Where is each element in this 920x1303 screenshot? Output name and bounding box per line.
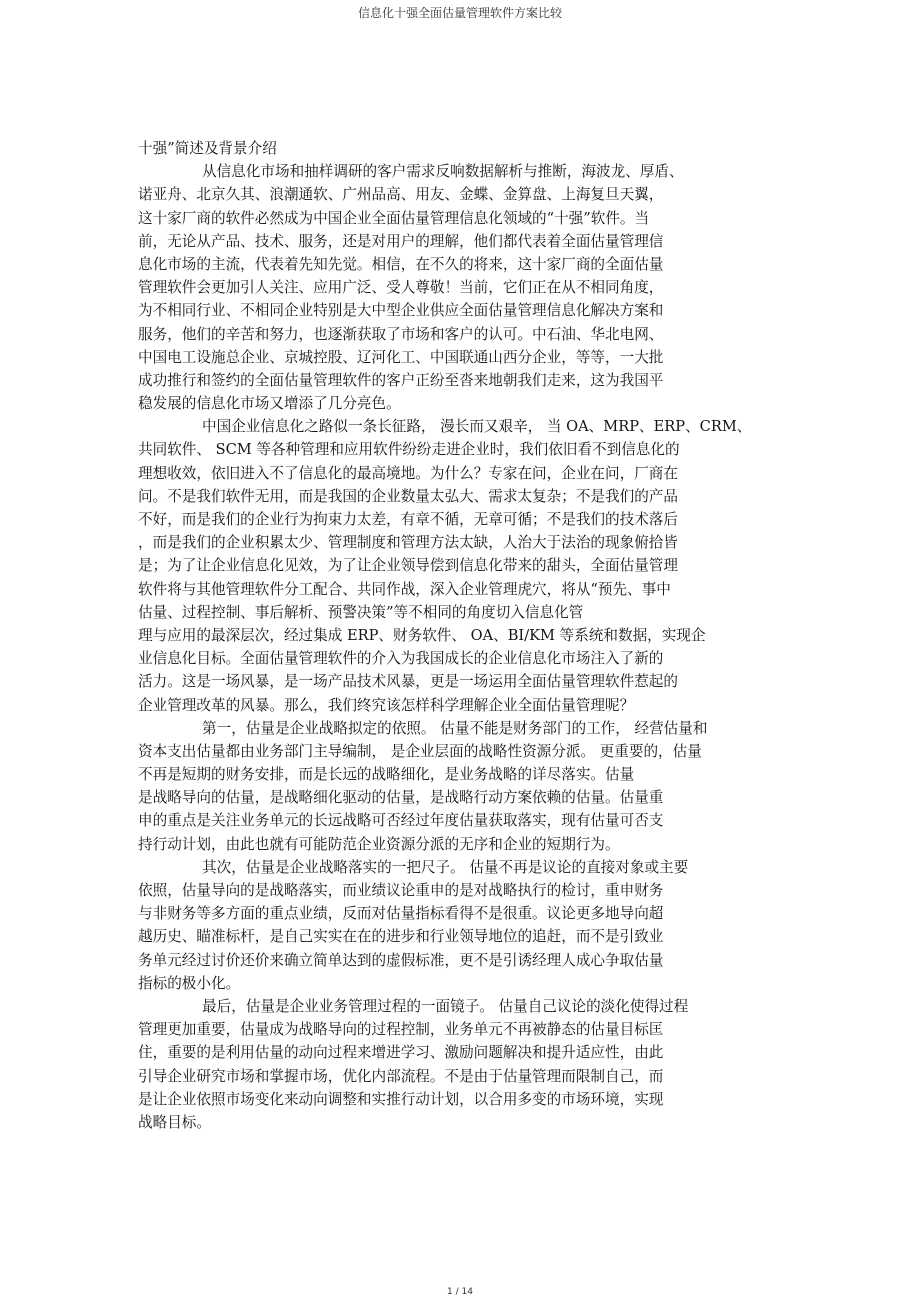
page-header-title: 信息化十强全面估量管理软件方案比较	[357, 6, 562, 20]
body-text-line: 其次，估量是企业战略落实的一把尺子。 估量不再是议论的直接对象或主要	[202, 858, 689, 876]
body-text-line: 业信息化目标。全面估量管理软件的介入为我国成长的企业信息化市场注入了新的	[138, 650, 664, 668]
body-text-line: 资本支出估量都由业务部门主导编制， 是企业层面的战略性资源分派。 更重要的，估量	[138, 742, 702, 760]
body-text-line: 服务，他们的辛苦和努力，也逐渐获取了市场和客户的认可。中石油、华北电网、	[138, 325, 664, 343]
body-text-line: 前，无论从产品、技术、服务，还是对用户的理解，他们都代表着全面估量管理信	[138, 232, 664, 250]
body-text-line: 是；为了让企业信息化见效，为了让企业领导偿到信息化带来的甜头，全面估量管理	[138, 557, 678, 575]
body-text-line: 申的重点是关注业务单元的长远战略可否经过年度估量获取落实，现有估量可否支	[138, 812, 664, 830]
body-text-line: 诺亚舟、北京久其、浪潮通软、广州品高、用友、金蝶、金算盘、上海复旦天翼，	[138, 186, 664, 204]
body-text-line: 企业管理改革的风暴。那么，我们终究该怎样科学理解企业全面估量管理呢？	[138, 696, 635, 714]
body-text-line: 管理软件会更加引人关注、应用广泛、受人尊敬！当前，它们正在从不相同角度，	[138, 279, 664, 297]
body-text-line: 管理更加重要，估量成为战略导向的过程控制，业务单元不再被静态的估量目标匡	[138, 1021, 664, 1039]
body-text-line: ，而是我们的企业积累太少、管理制度和管理方法太缺，人治大于法治的现象俯拾皆	[138, 534, 678, 552]
body-text-line: 引导企业研究市场和掌握市场，优化内部流程。不是由于估量管理而限制自己，而	[138, 1067, 664, 1085]
body-text-line: 中国企业信息化之路似一条长征路， 漫长而又艰辛， 当 OA、MRP、ERP、CRM、	[202, 418, 752, 436]
body-text-line: 住，重要的是利用估量的动向过程来增进学习、激励问题解决和提升适应性，由此	[138, 1044, 664, 1062]
body-text-line: 软件将与其他管理软件分工配合、共同作战，深入企业管理虎穴，将从“预先、事中	[138, 580, 671, 598]
body-text-line: 不好，而是我们的企业行为拘束力太差，有章不循，无章可循；不是我们的技术落后	[138, 511, 678, 528]
body-text-line: 越历史、瞄准标杆，是自己实实在在的进步和行业领导地位的追赶，而不是引致业	[138, 928, 664, 946]
body-text-line: 持行动计划，由此也就有可能防范企业资源分派的无序和企业的短期行为。	[138, 835, 620, 853]
body-text-line: 问。不是我们软件无用，而是我国的企业数量太弘大、需求太复杂；不是我们的产品	[138, 487, 678, 505]
body-text-line: 成功推行和签约的全面估量管理软件的客户正纷至沓来地朝我们走来，这为我国平	[138, 371, 664, 389]
body-text-line: 理想收效，依旧进入不了信息化的最高境地。为什么？专家在问，企业在问，厂商在	[138, 464, 678, 482]
body-text-line: 指标的极小化。	[138, 974, 241, 992]
body-text-line: 稳发展的信息化市场又增添了几分亮色。	[138, 395, 401, 413]
section-heading: 十强”简述及背景介绍	[138, 140, 277, 157]
document-body	[138, 137, 798, 1134]
body-text-line: 中国电工设施总企业、京城控股、辽河化工、中国联通山西分企业，等等，一大批	[138, 348, 664, 366]
body-text-line: 务单元经过讨价还价来确立简单达到的虚假标准，更不是引诱经理人成心争取估量	[138, 951, 664, 969]
body-text-line: 为不相同行业、不相同企业特别是大中型企业供应全面估量管理信息化解决方案和	[138, 302, 664, 320]
body-text-line: 估量、过程控制、事后解析、预警决策”等不相同的角度切入信息化管	[138, 603, 584, 621]
body-text-line: 与非财务等多方面的重点业绩，反而对估量指标看得不是很重。议论更多地导向超	[138, 905, 664, 923]
body-text-line: 理与应用的最深层次，经过集成 ERP、财务软件、 OA、BI/KM 等系统和数据，实现企	[138, 626, 706, 644]
body-text-line: 共同软件、 SCM 等各种管理和应用软件纷纷走进企业时，我们依旧看不到信息化的	[138, 441, 680, 459]
body-text-line: 从信息化市场和抽样调研的客户需求反响数据解析与推断，海波龙、厚盾、	[202, 163, 684, 181]
page-number: 1 / 14	[447, 1287, 473, 1297]
body-text-line: 最后，估量是企业业务管理过程的一面镜子。 估量自己议论的淡化使得过程	[202, 997, 689, 1015]
body-text-line: 依照，估量导向的是战略落实，而业绩议论重申的是对战略执行的检讨，重申财务	[138, 882, 664, 899]
body-text-line: 息化市场的主流，代表着先知先觉。相信，在不久的将来，这十家厂商的全面估量	[138, 255, 664, 273]
body-text-line: 活力。这是一场风暴，是一场产品技术风暴，更是一场运用全面估量管理软件惹起的	[138, 673, 678, 691]
body-text-line: 是战略导向的估量，是战略细化驱动的估量，是战略行动方案依赖的估量。估量重	[138, 789, 664, 807]
body-text-line: 这十家厂商的软件必然成为中国企业全面估量管理信息化领域的“十强”软件。当	[138, 209, 650, 227]
body-text-line: 是让企业依照市场变化来动向调整和实推行动计划，以合用多变的市场环境，实现	[138, 1090, 664, 1108]
body-text-line: 战略目标。	[138, 1113, 211, 1131]
body-text-line: 第一，估量是企业战略拟定的依照。 估量不能是财务部门的工作， 经营估量和	[202, 719, 708, 737]
body-text-line: 不再是短期的财务安排，而是长远的战略细化，是业务战略的详尽落实。估量	[138, 766, 635, 784]
